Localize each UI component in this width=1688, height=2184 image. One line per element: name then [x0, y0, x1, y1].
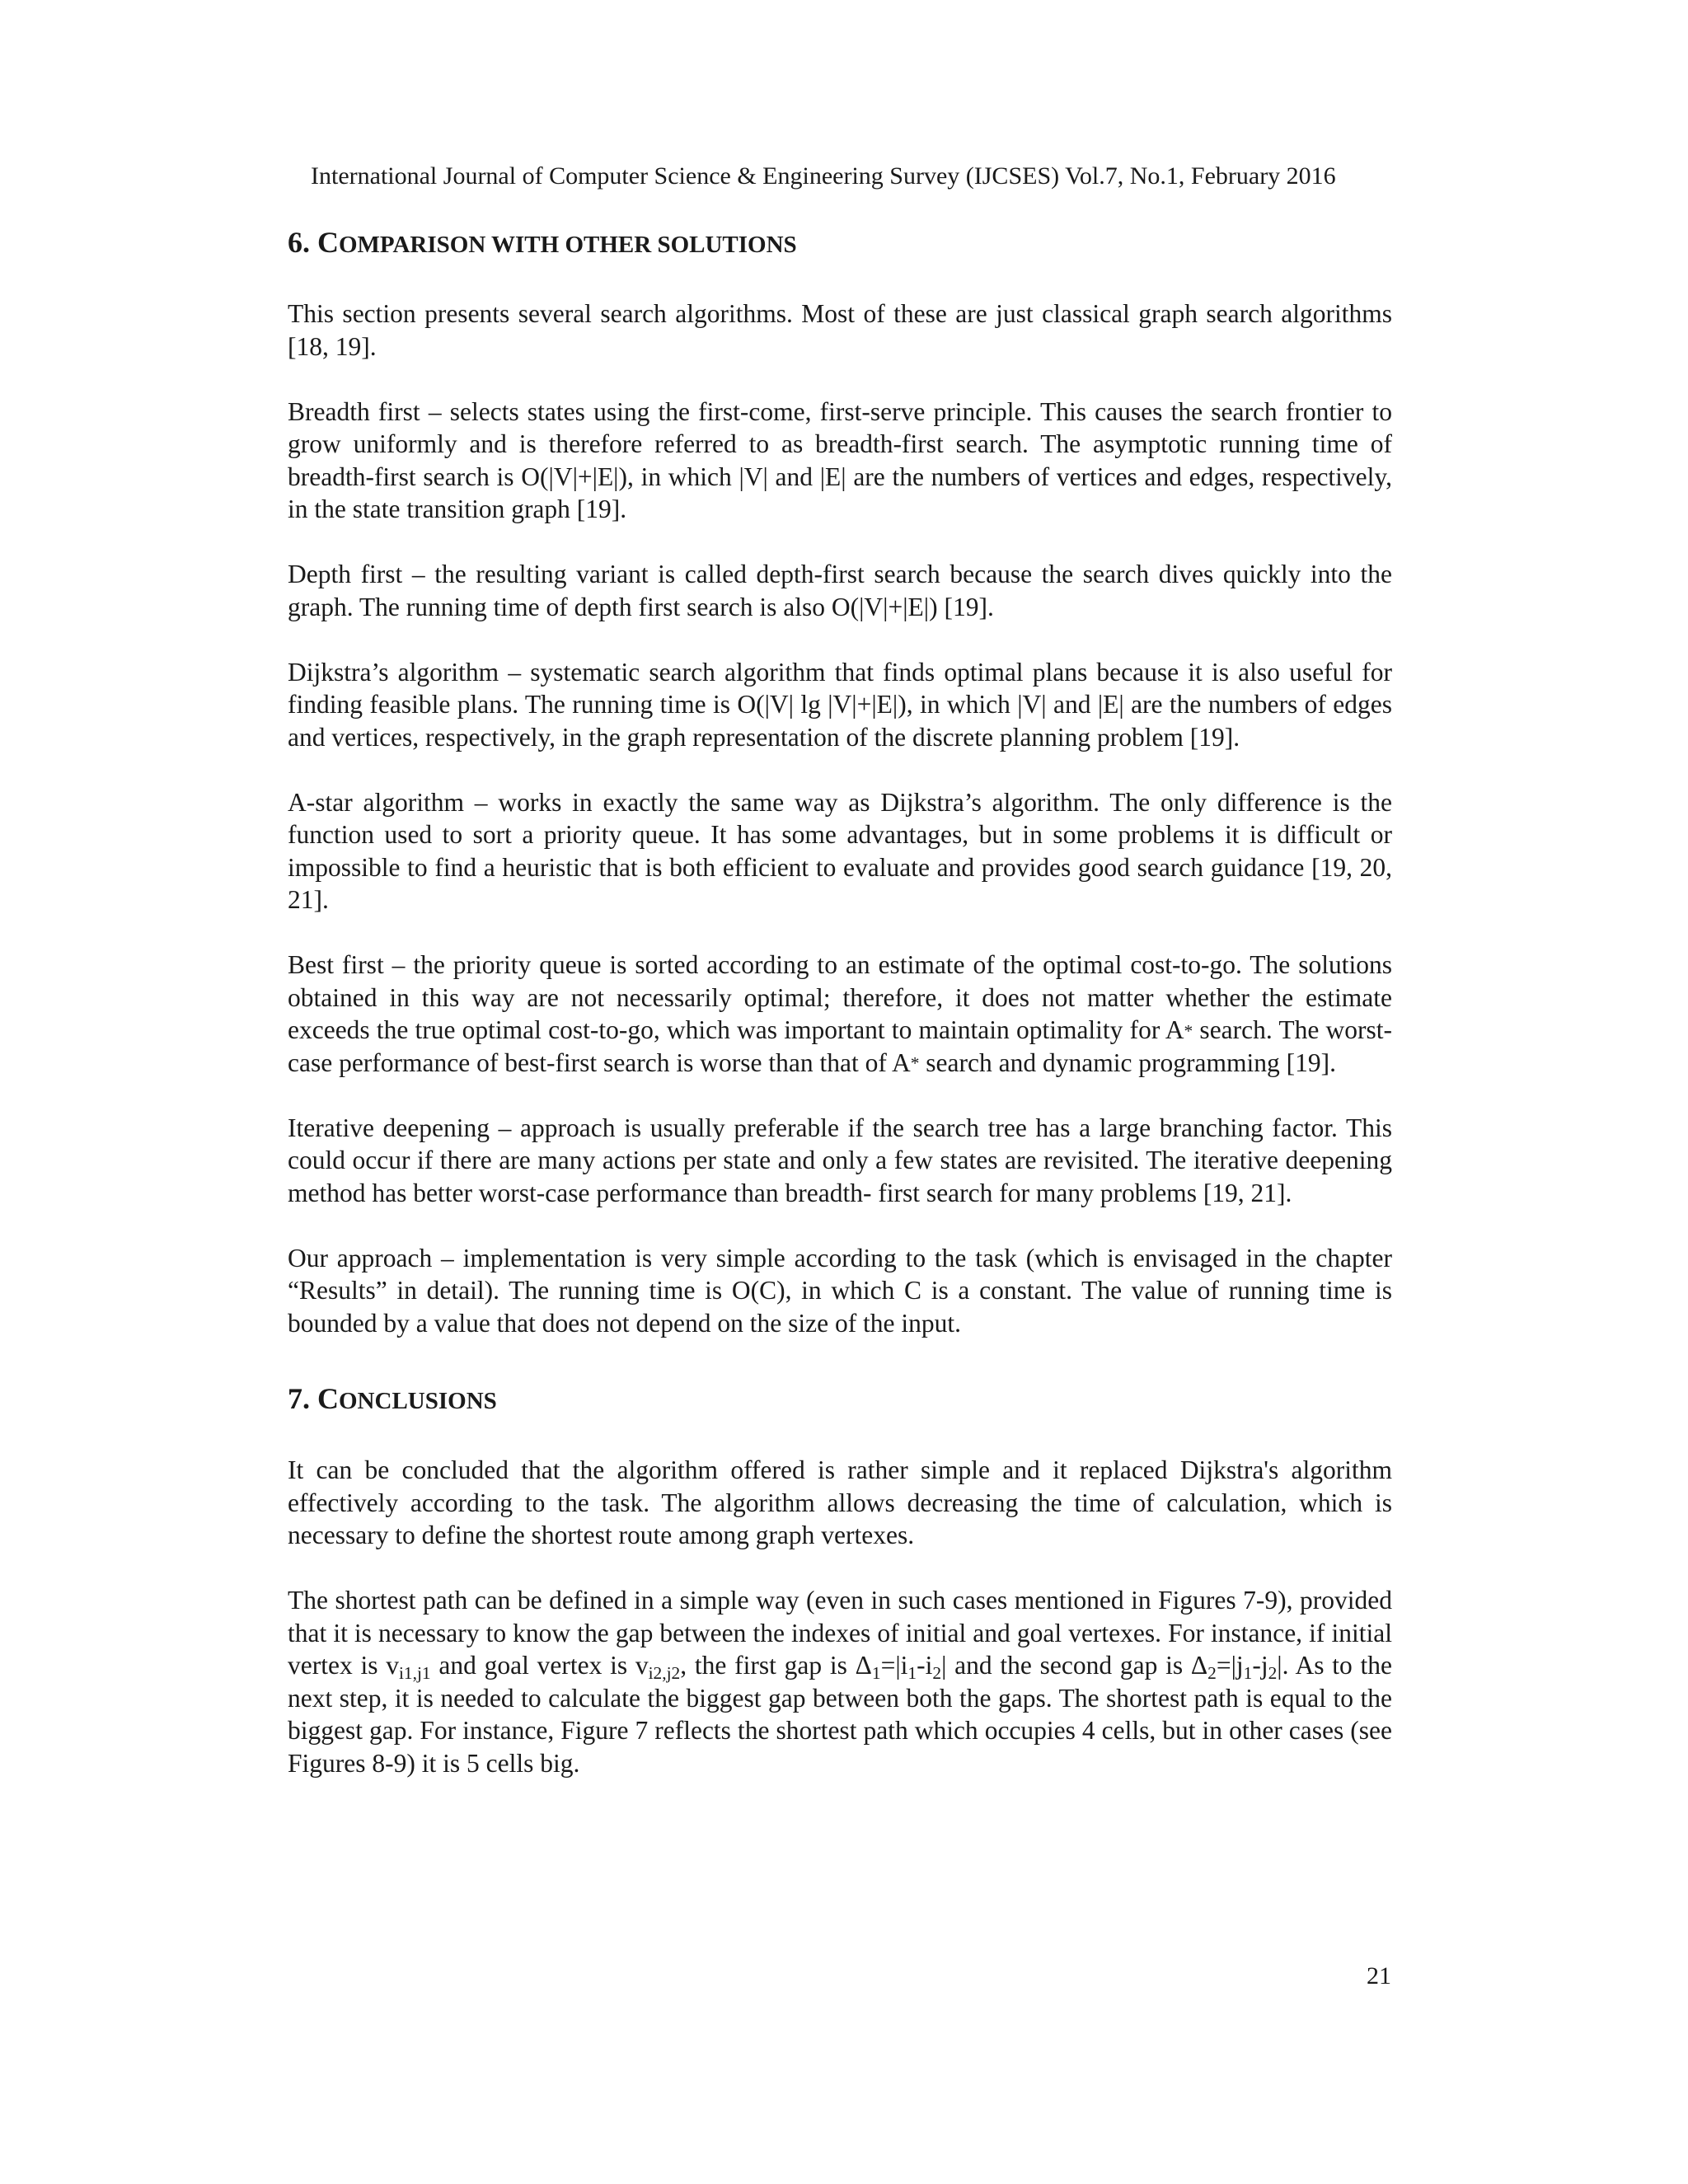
section-title: ONCLUSIONS: [339, 1388, 497, 1414]
section-title: OMPARISON WITH OTHER SOLUTIONS: [339, 232, 797, 258]
paragraph-our-approach: Our approach – implementation is very simple according to the task (which is envisaged in the chapter “Results” in detail). The running time is O(C), in which C is a constant. The value of running time is bounded by a value that does not depend on the size of the input.: [288, 1243, 1392, 1338]
paragraph-a-star: A-star algorithm – works in exactly the same way as Dijkstra’s algorithm. The only difference is the function used to sort a priority queue. It has some advantages, but in some problems it is difficult or impossible to find a heuristic that is both efficient to evaluate and provides good search guidance [19, 20, 21].: [288, 787, 1392, 914]
paragraph-intro: This section presents several search algorithms. Most of these are just classical graph search algorithms [18, 19].: [288, 299, 1392, 361]
section-heading-comparison: [288, 224, 1392, 263]
paragraph-breadth-first: Breadth first – selects states using the first-come, first-serve principle. This causes the search frontier to grow uniformly and is therefore referred to as breadth-first search. The asymptotic running time of breadth-first search is O(|V|+|E|), in which |V| and |E| are the numbers of vertices and edges, respectively, in the state transition graph [19].: [288, 396, 1392, 523]
page-number: 21: [1367, 1962, 1391, 1990]
article-body: [288, 224, 1392, 1779]
asterisk-superscript: *: [1184, 1020, 1193, 1041]
paragraph-best-first: Best first – the priority queue is sorted according to an estimate of the optimal cost-to-go. The solutions obtained in this way are not necessarily optimal; therefore, it does not matter whether the estimate exceeds the true optimal cost-to-go, which was important to maintain optimality for A* search. The worst-case performance of best-first search is worse than that of A* search and dynamic programming [19].: [288, 950, 1392, 1077]
section-number: 6.: [288, 226, 317, 259]
paragraph-depth-first: Depth first – the resulting variant is called depth-first search because the search dives quickly into the graph. The running time of depth first search is also O(|V|+|E|) [19].: [288, 560, 1392, 621]
asterisk-superscript: *: [910, 1053, 920, 1074]
paragraph-conclusion-2: The shortest path can be defined in a simple way (even in such cases mentioned in Figures 7-9), provided that it is necessary to know the gap between the indexes of initial and goal vertexes. For instance, if initial vertex is vi1,j1 and goal vertex is vi2,j2, the first gap is Δ1=|i1-i2| and the second gap is Δ2=|j1-j2|. As to the next step, it is needed to calculate the biggest gap between both the gaps. The shortest path is equal to the biggest gap. For instance, Figure 7 reflects the shortest path which occupies 4 cells, but in other cases (see Figures 8-9) it is 5 cells big.: [288, 1586, 1392, 1778]
section-heading-conclusions: [288, 1380, 1392, 1419]
paragraph-conclusion-1: It can be concluded that the algorithm offered is rather simple and it replaced Dijkstra's algorithm effectively according to the task. The algorithm allows decreasing the time of calculation, which is necessary to define the shortest route among graph vertexes.: [288, 1455, 1392, 1549]
paragraph-iterative-deepening: Iterative deepening – approach is usually preferable if the search tree has a large branching factor. This could occur if there are many actions per state and only a few states are revisited. The iterative deepening method has better worst-case performance than breadth- first search for many problems [19, 21].: [288, 1113, 1392, 1207]
section-number: 7.: [288, 1382, 317, 1415]
section-title-initial: C: [317, 226, 339, 259]
running-header: International Journal of Computer Science & Engineering Survey (IJCSES) Vol.7, No.1, February 2016: [311, 162, 1336, 190]
section-title-initial: C: [317, 1382, 339, 1415]
paragraph-dijkstra: Dijkstra’s algorithm – systematic search algorithm that finds optimal plans because it is also useful for finding feasible plans. The running time is O(|V| lg |V|+|E|), in which |V| and |E| are the numbers of edges and vertices, respectively, in the graph representation of the discrete planning problem [19].: [288, 657, 1392, 752]
